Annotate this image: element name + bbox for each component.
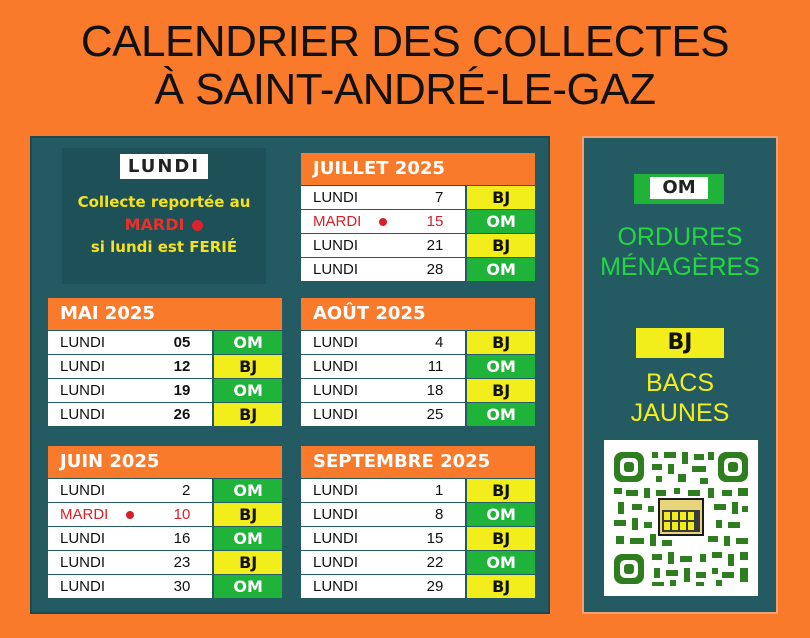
holiday-dot-icon: [126, 511, 134, 519]
table-row: [48, 403, 282, 426]
row-code: BJ: [214, 551, 282, 574]
table-row: [301, 527, 535, 550]
row-date: 2: [143, 479, 213, 502]
row-day: LUNDI: [301, 331, 397, 354]
row-code: BJ: [214, 503, 282, 526]
om-label-line-1: ORDURES: [617, 223, 743, 251]
table-row: [48, 355, 282, 378]
row-day: LUNDI: [48, 403, 144, 426]
row-day: LUNDI: [48, 379, 144, 402]
row-date: 4: [396, 331, 466, 354]
row-date: 18: [396, 379, 466, 402]
row-day: LUNDI: [301, 575, 397, 598]
row-date: 25: [396, 403, 466, 426]
row-day: LUNDI: [301, 479, 397, 502]
holiday-dot-icon: [192, 220, 203, 231]
row-day: LUNDI: [301, 258, 397, 281]
table-row: [301, 210, 535, 233]
row-code: OM: [467, 355, 535, 378]
row-code: OM: [467, 551, 535, 574]
table-row: [48, 575, 282, 598]
row-code: BJ: [467, 379, 535, 402]
row-day: LUNDI: [301, 551, 397, 574]
row-date: 19: [143, 379, 213, 402]
row-date: 12: [143, 355, 213, 378]
table-row: [48, 479, 282, 502]
table-row: [301, 331, 535, 354]
row-code: BJ: [467, 331, 535, 354]
table-row: [301, 186, 535, 209]
month-header: SEPTEMBRE 2025: [301, 446, 535, 478]
legend-panel: [582, 136, 778, 614]
notice-line-3: si lundi est FERIÉ: [90, 238, 238, 256]
title-line-1: CALENDRIER DES COLLECTES: [80, 17, 730, 66]
row-day: LUNDI: [301, 234, 397, 257]
table-row: [48, 503, 282, 526]
month-header: JUIN 2025: [48, 446, 282, 478]
row-date: 1: [396, 479, 466, 502]
row-code: BJ: [214, 355, 282, 378]
title-line-2: À SAINT-ANDRÉ-LE-GAZ: [154, 65, 656, 114]
row-date: 15: [396, 527, 466, 550]
row-day: LUNDI: [48, 355, 144, 378]
row-code: BJ: [214, 403, 282, 426]
row-day: [48, 503, 144, 526]
notice-day-label: LUNDI: [120, 154, 208, 179]
bj-badge: BJ: [636, 328, 724, 358]
holiday-notice: [62, 148, 266, 284]
row-code: OM: [214, 331, 282, 354]
om-badge: [634, 174, 724, 204]
month-header: JUILLET 2025: [301, 153, 535, 185]
row-code: OM: [467, 210, 535, 233]
row-code: BJ: [467, 527, 535, 550]
row-code: OM: [467, 503, 535, 526]
table-row: [301, 403, 535, 426]
row-day: LUNDI: [48, 479, 144, 502]
row-code: BJ: [467, 479, 535, 502]
row-date: 30: [143, 575, 213, 598]
row-date: 21: [396, 234, 466, 257]
row-date: 05: [143, 331, 213, 354]
row-code: BJ: [467, 186, 535, 209]
row-code: OM: [214, 527, 282, 550]
bj-label-line-2: JAUNES: [630, 399, 730, 427]
row-code: OM: [214, 379, 282, 402]
row-day: LUNDI: [301, 503, 397, 526]
table-row: [48, 379, 282, 402]
row-day: LUNDI: [301, 403, 397, 426]
row-day: LUNDI: [48, 331, 144, 354]
notice-day: MARDI: [124, 215, 185, 234]
om-code: OM: [650, 177, 707, 199]
table-row: [301, 551, 535, 574]
row-day: LUNDI: [301, 186, 397, 209]
row-day-text: MARDI: [313, 213, 362, 230]
row-date: 15: [396, 210, 466, 233]
notice-line-2: [62, 215, 266, 234]
om-label: [584, 222, 776, 282]
row-code: OM: [214, 575, 282, 598]
table-row: [48, 331, 282, 354]
row-day: LUNDI: [301, 355, 397, 378]
table-row: [301, 503, 535, 526]
month-septembre: [301, 446, 535, 598]
month-header: AOÛT 2025: [301, 298, 535, 330]
table-row: [48, 527, 282, 550]
row-date: 10: [143, 503, 213, 526]
month-mai: [48, 298, 282, 426]
row-day: [301, 210, 397, 233]
notice-line-1: Collecte reportée au: [77, 193, 251, 211]
row-day-text: MARDI: [60, 506, 109, 523]
row-date: 11: [396, 355, 466, 378]
table-row: [48, 551, 282, 574]
table-row: [301, 258, 535, 281]
row-day: LUNDI: [48, 575, 144, 598]
table-row: [301, 234, 535, 257]
row-day: LUNDI: [48, 527, 144, 550]
om-label-line-2: MÉNAGÈRES: [600, 253, 760, 281]
row-day: LUNDI: [301, 527, 397, 550]
table-row: [301, 379, 535, 402]
row-date: 28: [396, 258, 466, 281]
table-row: [301, 575, 535, 598]
row-code: BJ: [467, 234, 535, 257]
row-code: OM: [467, 258, 535, 281]
row-date: 16: [143, 527, 213, 550]
row-date: 29: [396, 575, 466, 598]
month-header: MAI 2025: [48, 298, 282, 330]
month-juillet: [301, 153, 535, 281]
row-day: LUNDI: [48, 551, 144, 574]
bj-label-line-1: BACS: [645, 369, 715, 397]
row-code: OM: [214, 479, 282, 502]
holiday-dot-icon: [379, 218, 387, 226]
month-aout: [301, 298, 535, 426]
row-date: 26: [143, 403, 213, 426]
row-date: 8: [396, 503, 466, 526]
row-date: 22: [396, 551, 466, 574]
row-date: 7: [396, 186, 466, 209]
qr-code[interactable]: [604, 440, 758, 596]
row-day: LUNDI: [301, 379, 397, 402]
row-code: OM: [467, 403, 535, 426]
qr-code-icon: [604, 440, 758, 596]
row-code: BJ: [467, 575, 535, 598]
bj-label: [584, 368, 776, 428]
table-row: [301, 355, 535, 378]
page-title: [0, 18, 810, 114]
table-row: [301, 479, 535, 502]
row-date: 23: [143, 551, 213, 574]
month-juin: [48, 446, 282, 598]
